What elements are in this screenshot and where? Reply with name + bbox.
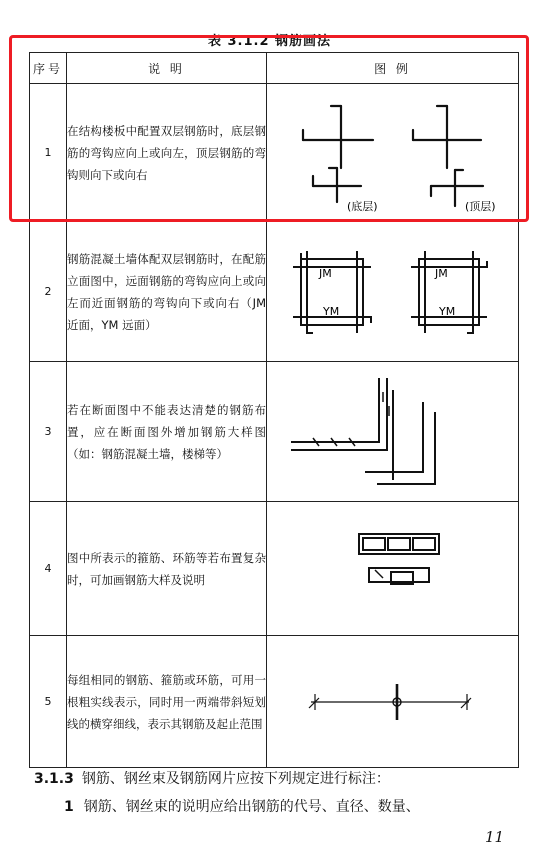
item-text: 钢筋、钢丝束的说明应给出钢筋的代号、直径、数量、 xyxy=(83,799,420,815)
row-description: 在结构楼板中配置双层钢筋时，底层钢筋的弯钩应向上或向左，顶层钢筋的弯钩则向下或向右 xyxy=(67,84,267,222)
row-description: 钢筋混凝土墙体配双层钢筋时，在配筋立面图中，远面钢筋的弯钩应向上或向左而近面钢筋的弯钩向下或向右（JM 近面，YM 远面） xyxy=(67,222,267,362)
table-row xyxy=(30,636,519,768)
clause-text: 钢筋、钢丝束及钢筋网片应按下列规定进行标注： xyxy=(81,771,390,787)
row-number: 5 xyxy=(30,636,67,768)
row-number: 2 xyxy=(30,222,67,362)
header-fig: 图 例 xyxy=(267,53,519,84)
clause-number: 3.1.3 xyxy=(34,771,74,787)
table-row xyxy=(30,362,519,502)
label-jm: JM xyxy=(318,266,332,280)
header-desc: 说 明 xyxy=(67,53,267,84)
label-ym: YM xyxy=(438,304,455,318)
row-description: 若在断面图中不能表达清楚的钢筋布置，应在断面图外增加钢筋大样图（如：钢筋混凝土墙，楼梯等） xyxy=(67,362,267,502)
row-figure xyxy=(267,362,519,502)
row-figure xyxy=(267,222,519,362)
item-number: 1 xyxy=(64,799,74,815)
row-figure xyxy=(267,636,519,768)
row-number: 4 xyxy=(30,502,67,636)
clause-3-1-3 xyxy=(34,768,390,788)
section-detail-figure xyxy=(273,372,513,492)
row-figure xyxy=(267,502,519,636)
figure-label-bottom-layer: (底层) xyxy=(346,199,378,213)
wall-double-layer-figure xyxy=(273,237,513,347)
stirrup-detail-figure xyxy=(273,524,513,614)
row-number: 1 xyxy=(30,84,67,222)
label-jm: JM xyxy=(434,266,448,280)
row-description: 每组相同的钢筋、箍筋或环筋，可用一根粗实线表示，同时用一两端带斜短划线的横穿细线，表示其钢筋及起止范围 xyxy=(67,636,267,768)
header-num: 序号 xyxy=(30,53,67,84)
row-number: 3 xyxy=(30,362,67,502)
table-row xyxy=(30,502,519,636)
highlight-box xyxy=(9,35,529,222)
bar-group-range-figure xyxy=(273,672,513,732)
table-row xyxy=(30,222,519,362)
page-number: 11 xyxy=(485,828,505,846)
label-ym: YM xyxy=(322,304,339,318)
figure-label-top-layer: (顶层) xyxy=(464,199,496,213)
list-item xyxy=(64,796,420,816)
row-description: 图中所表示的箍筋、环筋等若布置复杂时，可加画钢筋大样及说明 xyxy=(67,502,267,636)
table-caption: 表 3.1.2 钢筋画法 xyxy=(207,34,332,49)
